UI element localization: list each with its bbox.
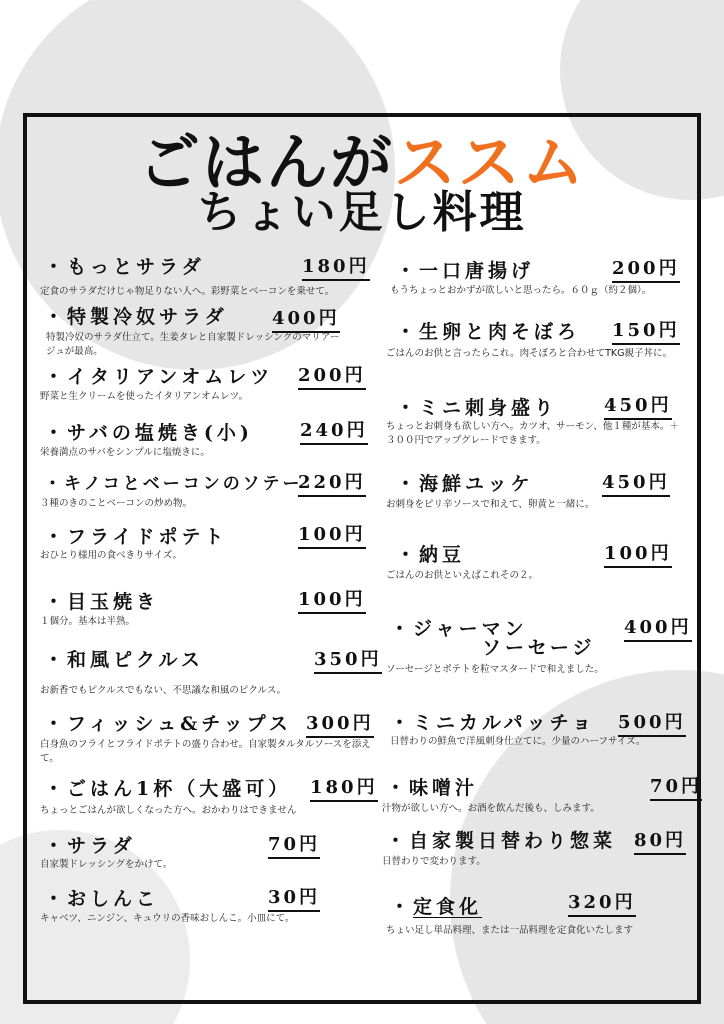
item-desc-motto-salad: 定食のサラダだけじゃ物足りない人へ。彩野菜とベーコンを乗せて。 [40,286,335,297]
item-desc-fish-and-chips: 白身魚のフライとフライドポテトの盛り合わせ。自家製タルタルソースを添えて。 [40,739,371,764]
item-price-gohan-ippai: 180円 [310,777,378,802]
item-name-wafu-pickles: ・和風ピクルス [44,649,204,671]
item-name-hitokuchi-karaage: ・一口唐揚げ [396,260,535,282]
item-price-hitokuchi-karaage: 200円 [612,258,680,283]
item-price-french-fries: 100円 [298,524,366,549]
item-desc-teishokuka: ちょい足し単品料理、または一品料理を定食化いたします [386,925,634,936]
item-price-medamayaki: 100円 [298,589,366,614]
item-name-hiyayakko-salad: ・特製冷奴サラダ [44,306,228,328]
item-name-misoshiru: ・味噌汁 [386,777,479,799]
item-price-mini-carpaccio: 500円 [618,712,686,737]
item-name-french-fries: ・フライドポテト [44,526,228,548]
item-price-italian-omelet: 200円 [298,365,366,390]
item-desc-salad: 自家製ドレッシングをかけて。 [40,859,173,870]
item-name-oshinko: ・おしんこ [44,888,160,910]
item-price-misoshiru: 70円 [650,776,702,801]
item-price-higawari-sozai: 80円 [634,830,686,855]
item-price-motto-salad: 180円 [302,256,370,281]
menu-title-line1: ごはんがススム [137,126,587,199]
item-desc-french-fries: おひとり様用の食べきりサイズ。 [40,550,183,561]
item-name-medamayaki: ・目玉焼き [44,591,160,613]
item-price-mini-sashimi: 450円 [604,395,672,420]
item-desc-wafu-pickles: お新香でもピクルスでもない、不思議な和風のピクルス。 [40,685,287,696]
item-price-salad: 70円 [268,834,320,859]
item-name-german-sausage-line2: ソーセージ [482,637,596,659]
item-price-teishokuka: 320円 [568,892,636,917]
item-price-kinoko-bacon-saute: 220円 [298,472,366,497]
item-price-saba-shioyaki: 240円 [300,420,368,445]
item-desc-saba-shioyaki: 栄養満点のサバをシンプルに塩焼きに。 [40,447,210,458]
item-name-fish-and-chips: ・フィッシュ&チップス [44,713,292,735]
item-name-salad: ・サラダ [44,835,136,857]
item-name-italian-omelet: ・イタリアンオムレツ [44,366,274,388]
item-name-saba-shioyaki: ・サバの塩焼き(小) [44,422,253,444]
item-name-kinoko-bacon-saute: ・キノコとベーコンのソテー [44,474,303,494]
item-desc-kinoko-bacon-saute: ３種のきのことベーコンの炒め物。 [40,498,193,509]
item-desc-hitokuchi-karaage: もうちょっとおかずが欲しいと思ったら。６０ｇ（約２個）。 [390,285,652,296]
item-desc-gohan-ippai: ちょっとごはんが欲しくなった方へ。おかわりはできません [40,805,297,816]
item-desc-kaisen-yukke: お刺身をピリ辛ソースで和えて、卵黄と一緒に。 [386,499,595,510]
item-desc-misoshiru: 汁物が欲しい方へ。お酒を飲んだ後も、しみます。 [382,803,600,814]
item-desc-natto: ごはんのお供といえばこれその２。 [386,570,539,581]
item-name-motto-salad: ・もっとサラダ [44,256,205,278]
item-price-namatamago-soboro: 150円 [612,320,680,345]
title-accent: ススム [394,126,587,199]
item-name-mini-sashimi: ・ミニ刺身盛り [396,397,558,419]
item-name-natto: ・納豆 [396,544,466,566]
item-name-higawari-sozai: ・自家製日替わり惣菜 [386,830,617,852]
item-price-oshinko: 30円 [268,887,320,912]
item-desc-higawari-sozai: 日替わりで変わります。 [382,856,486,867]
item-name-teishokuka: ・定食化 [390,896,483,918]
teishokuka-label: 定食化 [413,896,483,918]
item-desc-mini-carpaccio: 日替わりの鮮魚で洋風刺身仕立てに。少量のハーフサイズ。 [390,736,646,747]
item-desc-italian-omelet: 野菜と生クリームを使ったイタリアンオムレツ。 [40,391,248,402]
item-desc-mini-sashimi: ちょっとお刺身も欲しい方へ。カツオ、サーモン、他１種が基本。＋３００円でアップグレードできます。 [386,421,679,446]
item-price-fish-and-chips: 300円 [306,713,374,738]
item-price-natto: 100円 [604,543,672,568]
item-desc-german-sausage: ソーセージとポテトを粒マスタードで和えました。 [386,664,604,675]
item-price-kaisen-yukke: 450円 [602,472,670,497]
item-desc-hiyayakko-salad: 特製冷奴のサラダ仕立て。生姜タレと自家製ドレッシングのマリアージュが最高。 [46,332,340,357]
menu-title-line2: ちょい足し料理 [197,187,527,238]
item-name-gohan-ippai: ・ごはん1杯（大盛可） [44,778,292,800]
item-price-hiyayakko-salad: 400円 [272,308,340,333]
item-desc-medamayaki: １個分。基本は半熟。 [40,616,136,627]
item-name-mini-carpaccio: ・ミニカルパッチョ [390,712,596,734]
item-price-wafu-pickles: 350円 [314,649,382,674]
item-price-german-sausage: 400円 [624,617,692,642]
item-name-namatamago-soboro: ・生卵と肉そぼろ [396,321,581,343]
item-name-kaisen-yukke: ・海鮮ユッケ [396,473,534,495]
item-desc-namatamago-soboro: ごはんのお供と言ったらこれ。肉そぼろと合わせてTKG親子丼に。 [386,348,672,359]
item-name-german-sausage: ・ジャーマン [390,618,528,640]
item-desc-oshinko: キャベツ、ニンジン、キュウリの香味おしんこ。小皿にて。 [40,913,295,924]
